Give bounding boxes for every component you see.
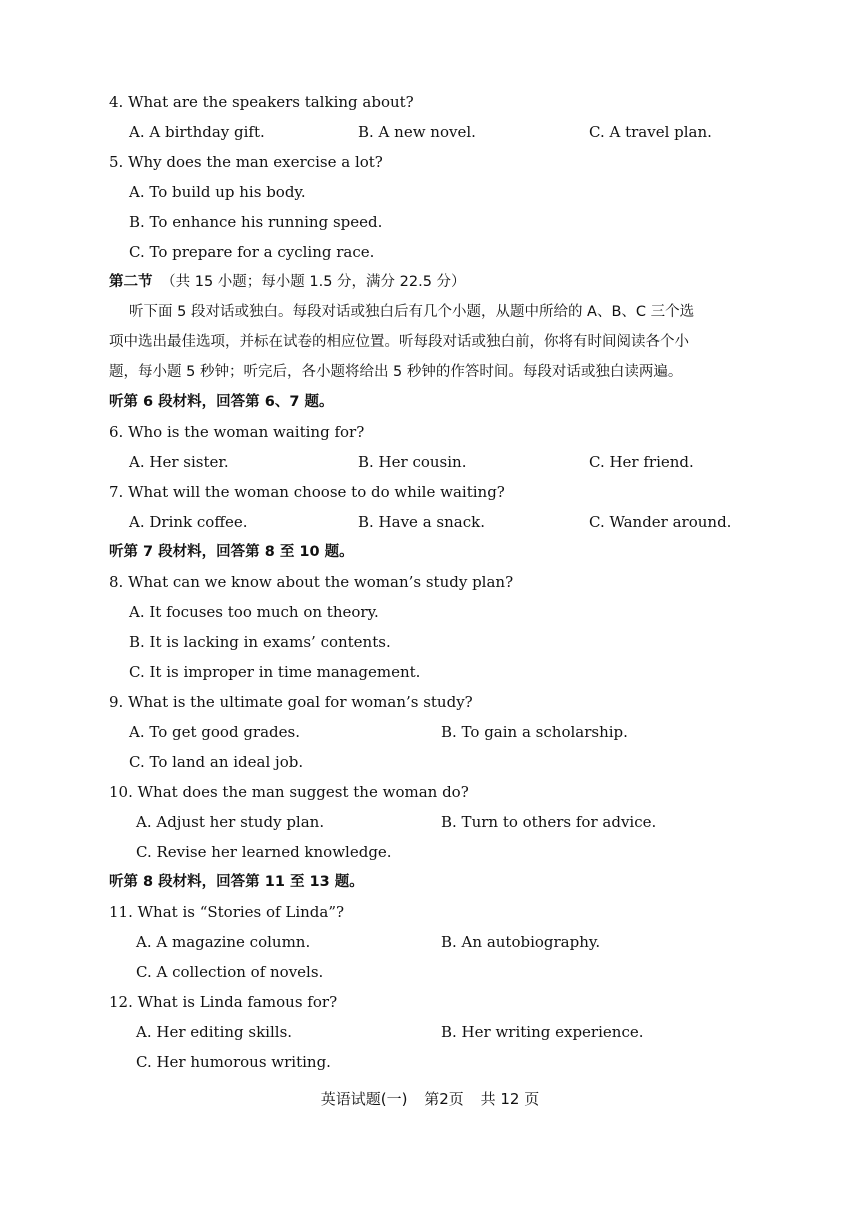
q9-option-a: A. To get good grades. xyxy=(129,723,300,741)
material-7-heading: 听第 7 段材料，回答第 8 至 10 题。 xyxy=(109,544,354,560)
section-scoring: （共 15 小题；每小题 1.5 分，满分 22.5 分） xyxy=(161,274,466,290)
q8-option-a: A. It focuses too much on theory. xyxy=(129,603,379,621)
q7-option-b: B. Have a snack. xyxy=(358,513,485,531)
q9-option-c: C. To land an ideal job. xyxy=(129,753,304,771)
section-heading xyxy=(109,272,466,292)
section-instructions-line-1: 听下面 5 段对话或独白。每段对话或独白后有几个小题，从题中所给的 A、B、C 三个选 xyxy=(129,304,695,320)
material-6-heading: 听第 6 段材料，回答第 6、7 题。 xyxy=(109,394,334,410)
section-instructions-line-2: 项中选出最佳选项，并标在试卷的相应位置。听每段对话或独白前，你将有时间阅读各个小 xyxy=(109,334,689,350)
q12-option-b: B. Her writing experience. xyxy=(441,1023,644,1041)
q7-option-a: A. Drink coffee. xyxy=(129,513,248,531)
q10-option-c: C. Revise her learned knowledge. xyxy=(136,843,392,861)
footer-title: 英语试题(一) xyxy=(320,1090,408,1108)
question-10: 10. What does the man suggest the woman do? xyxy=(109,783,469,801)
q6-option-a: A. Her sister. xyxy=(129,453,229,471)
q6-option-c: C. Her friend. xyxy=(589,453,694,471)
q7-option-c: C. Wander around. xyxy=(589,513,732,531)
question-12: 12. What is Linda famous for? xyxy=(109,993,338,1011)
question-5: 5. Why does the man exercise a lot? xyxy=(109,153,383,171)
footer-page-number: 第2页 xyxy=(424,1090,464,1108)
q8-option-c: C. It is improper in time management. xyxy=(129,663,421,681)
q11-option-b: B. An autobiography. xyxy=(441,933,601,951)
q4-option-b: B. A new novel. xyxy=(358,123,476,141)
question-6: 6. Who is the woman waiting for? xyxy=(109,423,365,441)
question-11: 11. What is “Stories of Linda”? xyxy=(109,903,345,921)
q11-option-c: C. A collection of novels. xyxy=(136,963,324,981)
q6-option-b: B. Her cousin. xyxy=(358,453,467,471)
q5-option-a: A. To build up his body. xyxy=(129,183,306,201)
material-8-heading: 听第 8 段材料，回答第 11 至 13 题。 xyxy=(109,874,364,890)
q12-option-a: A. Her editing skills. xyxy=(136,1023,293,1041)
q5-option-b: B. To enhance his running speed. xyxy=(129,213,383,231)
question-7: 7. What will the woman choose to do while waiting? xyxy=(109,483,505,501)
q4-option-c: C. A travel plan. xyxy=(589,123,712,141)
section-title: 第二节 xyxy=(109,274,153,290)
q4-option-a: A. A birthday gift. xyxy=(129,123,265,141)
footer-total-pages: 共 12 页 xyxy=(480,1090,540,1108)
q5-option-c: C. To prepare for a cycling race. xyxy=(129,243,375,261)
q10-option-a: A. Adjust her study plan. xyxy=(136,813,325,831)
question-9: 9. What is the ultimate goal for woman’s study? xyxy=(109,693,473,711)
section-instructions-line-3: 题，每小题 5 秒钟；听完后，各小题将给出 5 秒钟的作答时间。每段对话或独白读两遍。 xyxy=(109,364,683,380)
question-8: 8. What can we know about the woman’s study plan? xyxy=(109,573,514,591)
question-4: 4. What are the speakers talking about? xyxy=(109,93,414,111)
q11-option-a: A. A magazine column. xyxy=(136,933,311,951)
q12-option-c: C. Her humorous writing. xyxy=(136,1053,331,1071)
q9-option-b: B. To gain a scholarship. xyxy=(441,723,628,741)
q10-option-b: B. Turn to others for advice. xyxy=(441,813,657,831)
q8-option-b: B. It is lacking in exams’ contents. xyxy=(129,633,391,651)
page-footer xyxy=(0,1088,860,1109)
